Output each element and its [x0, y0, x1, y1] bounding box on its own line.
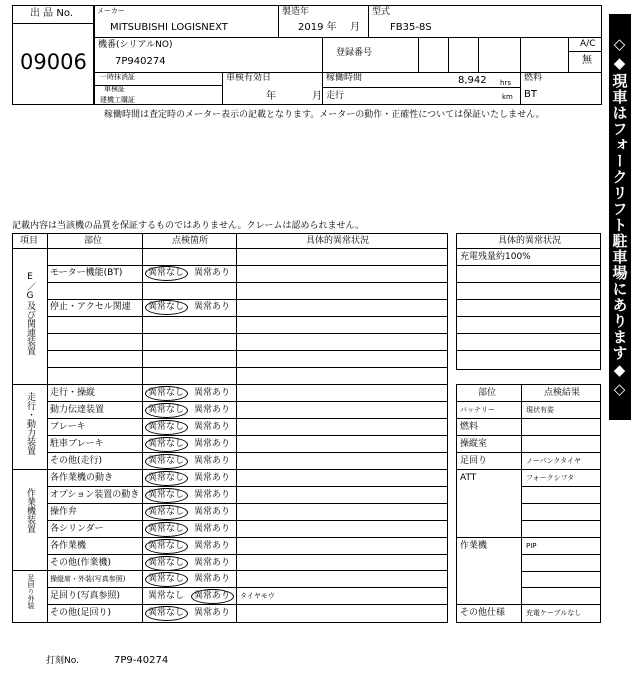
row-other-foot-ok: 異常なし: [148, 608, 185, 618]
inspection-month: 月: [312, 91, 322, 102]
row-option-ng: 異常あり: [194, 490, 231, 500]
att-label: ATT: [460, 473, 477, 483]
row-valve-ng: 異常あり: [194, 507, 231, 517]
row-work-ok: 異常なし: [148, 473, 185, 483]
row-pbrake-ok-circle: [145, 437, 188, 452]
row-stop-ng: 異常あり: [194, 302, 231, 312]
row-valve-part: 操作弁: [50, 507, 78, 517]
group-drive-label: 走行・動力装置: [25, 392, 35, 455]
row-other-work-ok: 異常なし: [148, 558, 185, 568]
item-number: 09006: [20, 50, 87, 74]
row-motor-ok-circle: [145, 266, 188, 281]
row-power-ok: 異常なし: [148, 405, 185, 415]
fuel-value: BT: [524, 89, 537, 100]
travel-label: 走行: [326, 91, 345, 101]
col-check-header: 点検箇所: [172, 236, 209, 246]
row-stop-ok: 異常なし: [148, 302, 185, 312]
quality-disclaimer: 記載内容は当該機の品質を保証するものではありません。クレームは認められません。: [12, 221, 365, 231]
row-work-ng: 異常あり: [194, 473, 231, 483]
row-foot-part: 足回り(写真参照): [50, 591, 121, 601]
col-part-header: 部位: [84, 236, 103, 246]
row-valve-ok: 異常なし: [148, 507, 185, 517]
location-banner: ◇◆現車はフォークリフト駐車場にあります◆◇: [609, 14, 631, 420]
cert-temp-deregistration: 一時抹消証: [100, 73, 135, 81]
row-workeq-ok-circle: [145, 539, 188, 554]
row-foot-detail: タイヤモウ: [240, 592, 275, 600]
maker: MITSUBISHI LOGISNEXT: [110, 22, 228, 33]
row-brake-ok: 異常なし: [148, 422, 185, 432]
row-brake-ng: 異常あり: [194, 422, 231, 432]
battery-result: 現状有姿: [526, 406, 554, 414]
row-brake-ok-circle: [145, 420, 188, 435]
row-option-ok: 異常なし: [148, 490, 185, 500]
other-spec-result: 充電ケーブルなし: [526, 609, 582, 617]
foot-label: 足回り: [460, 456, 488, 466]
cabin-label: 操縦室: [460, 439, 488, 449]
ac-value: 無: [582, 55, 592, 66]
row-other-drive-ok-circle: [145, 454, 188, 469]
row-ext-ng: 異常あり: [194, 574, 231, 584]
year: 2019 年: [298, 22, 337, 33]
row-pbrake-ok: 異常なし: [148, 439, 185, 449]
row-pbrake-part: 駐車ブレーキ: [50, 439, 104, 449]
row-workeq-ok: 異常なし: [148, 541, 185, 551]
row-other-foot-part: その他(足回り): [50, 608, 112, 618]
row-power-part: 動力伝達装置: [50, 405, 105, 415]
row-power-ng: 異常あり: [194, 405, 231, 415]
row-cyl-ng: 異常あり: [194, 524, 231, 534]
year-label: 製造年: [282, 7, 310, 17]
item-number-label: 出 品 No.: [30, 8, 73, 19]
row-other-foot-ng: 異常あり: [194, 608, 231, 618]
stamp-value: 7P9-40274: [114, 655, 169, 666]
row-drive-ng: 異常あり: [194, 388, 231, 398]
row-motor-part: モーター機能(BT): [50, 268, 123, 278]
workeq-label: 作業機: [460, 541, 488, 551]
maker-label: メーカー: [97, 7, 125, 15]
row-ext-ok-circle: [145, 572, 188, 587]
col-detail-header: 具体的異常状況: [306, 236, 370, 246]
group-engine-label: E／G及び関連装置: [25, 272, 35, 355]
model: FB35-8S: [390, 22, 432, 33]
row-other-foot-ok-circle: [145, 606, 188, 621]
ac-label: A/C: [580, 39, 596, 49]
row-motor-ng: 異常あり: [194, 268, 231, 278]
row-cyl-part: 各シリンダー: [50, 524, 104, 534]
row-workeq-ng: 異常あり: [194, 541, 231, 551]
cert-inspection: 車検証: [104, 85, 125, 93]
row-drive-ok: 異常なし: [148, 388, 185, 398]
month-suffix: 月: [350, 22, 360, 33]
inspection-date-label: 車検有効日: [226, 73, 272, 83]
km-unit: km: [502, 93, 513, 101]
row-other-drive-part: その他(走行): [50, 456, 103, 466]
stamp-label: 打刻No.: [46, 656, 79, 666]
row-brake-part: ブレーキ: [50, 422, 86, 432]
row-pbrake-ng: 異常あり: [194, 439, 231, 449]
hours-value: 8,942: [458, 75, 487, 86]
row-power-ok-circle: [145, 403, 188, 418]
cert-construction: 建機工購証: [100, 96, 135, 104]
row-stop-part: 停止・アクセル関連: [50, 302, 131, 312]
meter-disclaimer: 稼働時間は査定時のメーター表示の記載となります。メーターの動作・正確性については保証いたしません。: [104, 110, 545, 120]
group-foot-label: 足回り外装: [27, 574, 35, 609]
row-other-drive-ng: 異常あり: [194, 456, 231, 466]
row-motor-ok: 異常なし: [148, 268, 185, 278]
registration-label: 登録番号: [336, 48, 373, 58]
hours-label: 稼働時間: [326, 73, 363, 83]
row-option-ok-circle: [145, 488, 188, 503]
col-item-header: 項目: [20, 236, 39, 246]
row-cyl-ok: 異常なし: [148, 524, 185, 534]
row-ext-part: 操縦席・外装(写真参照): [50, 575, 126, 583]
foot-result: ノーパンクタイヤ: [526, 457, 582, 465]
row-other-work-part: その他(作業機): [50, 558, 112, 568]
serial-label: 機番(シリアルNO): [98, 40, 173, 50]
other-spec-label: その他仕様: [460, 608, 506, 618]
workeq-result: PIP: [526, 542, 537, 550]
row-work-ok-circle: [145, 471, 188, 486]
group-work-label: 作業機装置: [25, 488, 35, 533]
model-label: 型式: [372, 7, 391, 17]
att-result: フォークシフタ: [526, 474, 575, 482]
battery-charge-note: 充電残量約100%: [460, 252, 531, 262]
serial: 7P940274: [115, 56, 166, 67]
row-other-work-ng: 異常あり: [194, 558, 231, 568]
row-foot-ng: 異常あり: [194, 591, 231, 601]
inspection-year: 年: [266, 91, 276, 102]
row-ext-ok: 異常なし: [148, 574, 185, 584]
row-drive-ok-circle: [145, 386, 188, 401]
row-other-drive-ok: 異常なし: [148, 456, 185, 466]
hours-unit: hrs: [500, 79, 511, 87]
row-stop-ok-circle: [145, 300, 188, 315]
result-col-result: 点検結果: [544, 388, 581, 398]
row-other-work-ok-circle: [145, 556, 188, 571]
row-drive-part: 走行・操縦: [50, 388, 96, 398]
row-work-part: 各作業機の動き: [50, 473, 114, 483]
detail-header: 具体的異常状況: [498, 236, 562, 246]
row-workeq-part: 各作業機: [50, 541, 87, 551]
result-col-part: 部位: [478, 388, 497, 398]
row-option-part: オプション装置の動き: [50, 490, 140, 500]
battery-label: バッテリー: [460, 406, 495, 414]
row-cyl-ok-circle: [145, 522, 188, 537]
row-valve-ok-circle: [145, 505, 188, 520]
row-foot-ok: 異常なし: [148, 591, 185, 601]
row-foot-ng-circle: [191, 589, 234, 604]
fuel-row-label: 燃料: [460, 422, 479, 432]
fuel-label: 燃料: [524, 73, 543, 83]
